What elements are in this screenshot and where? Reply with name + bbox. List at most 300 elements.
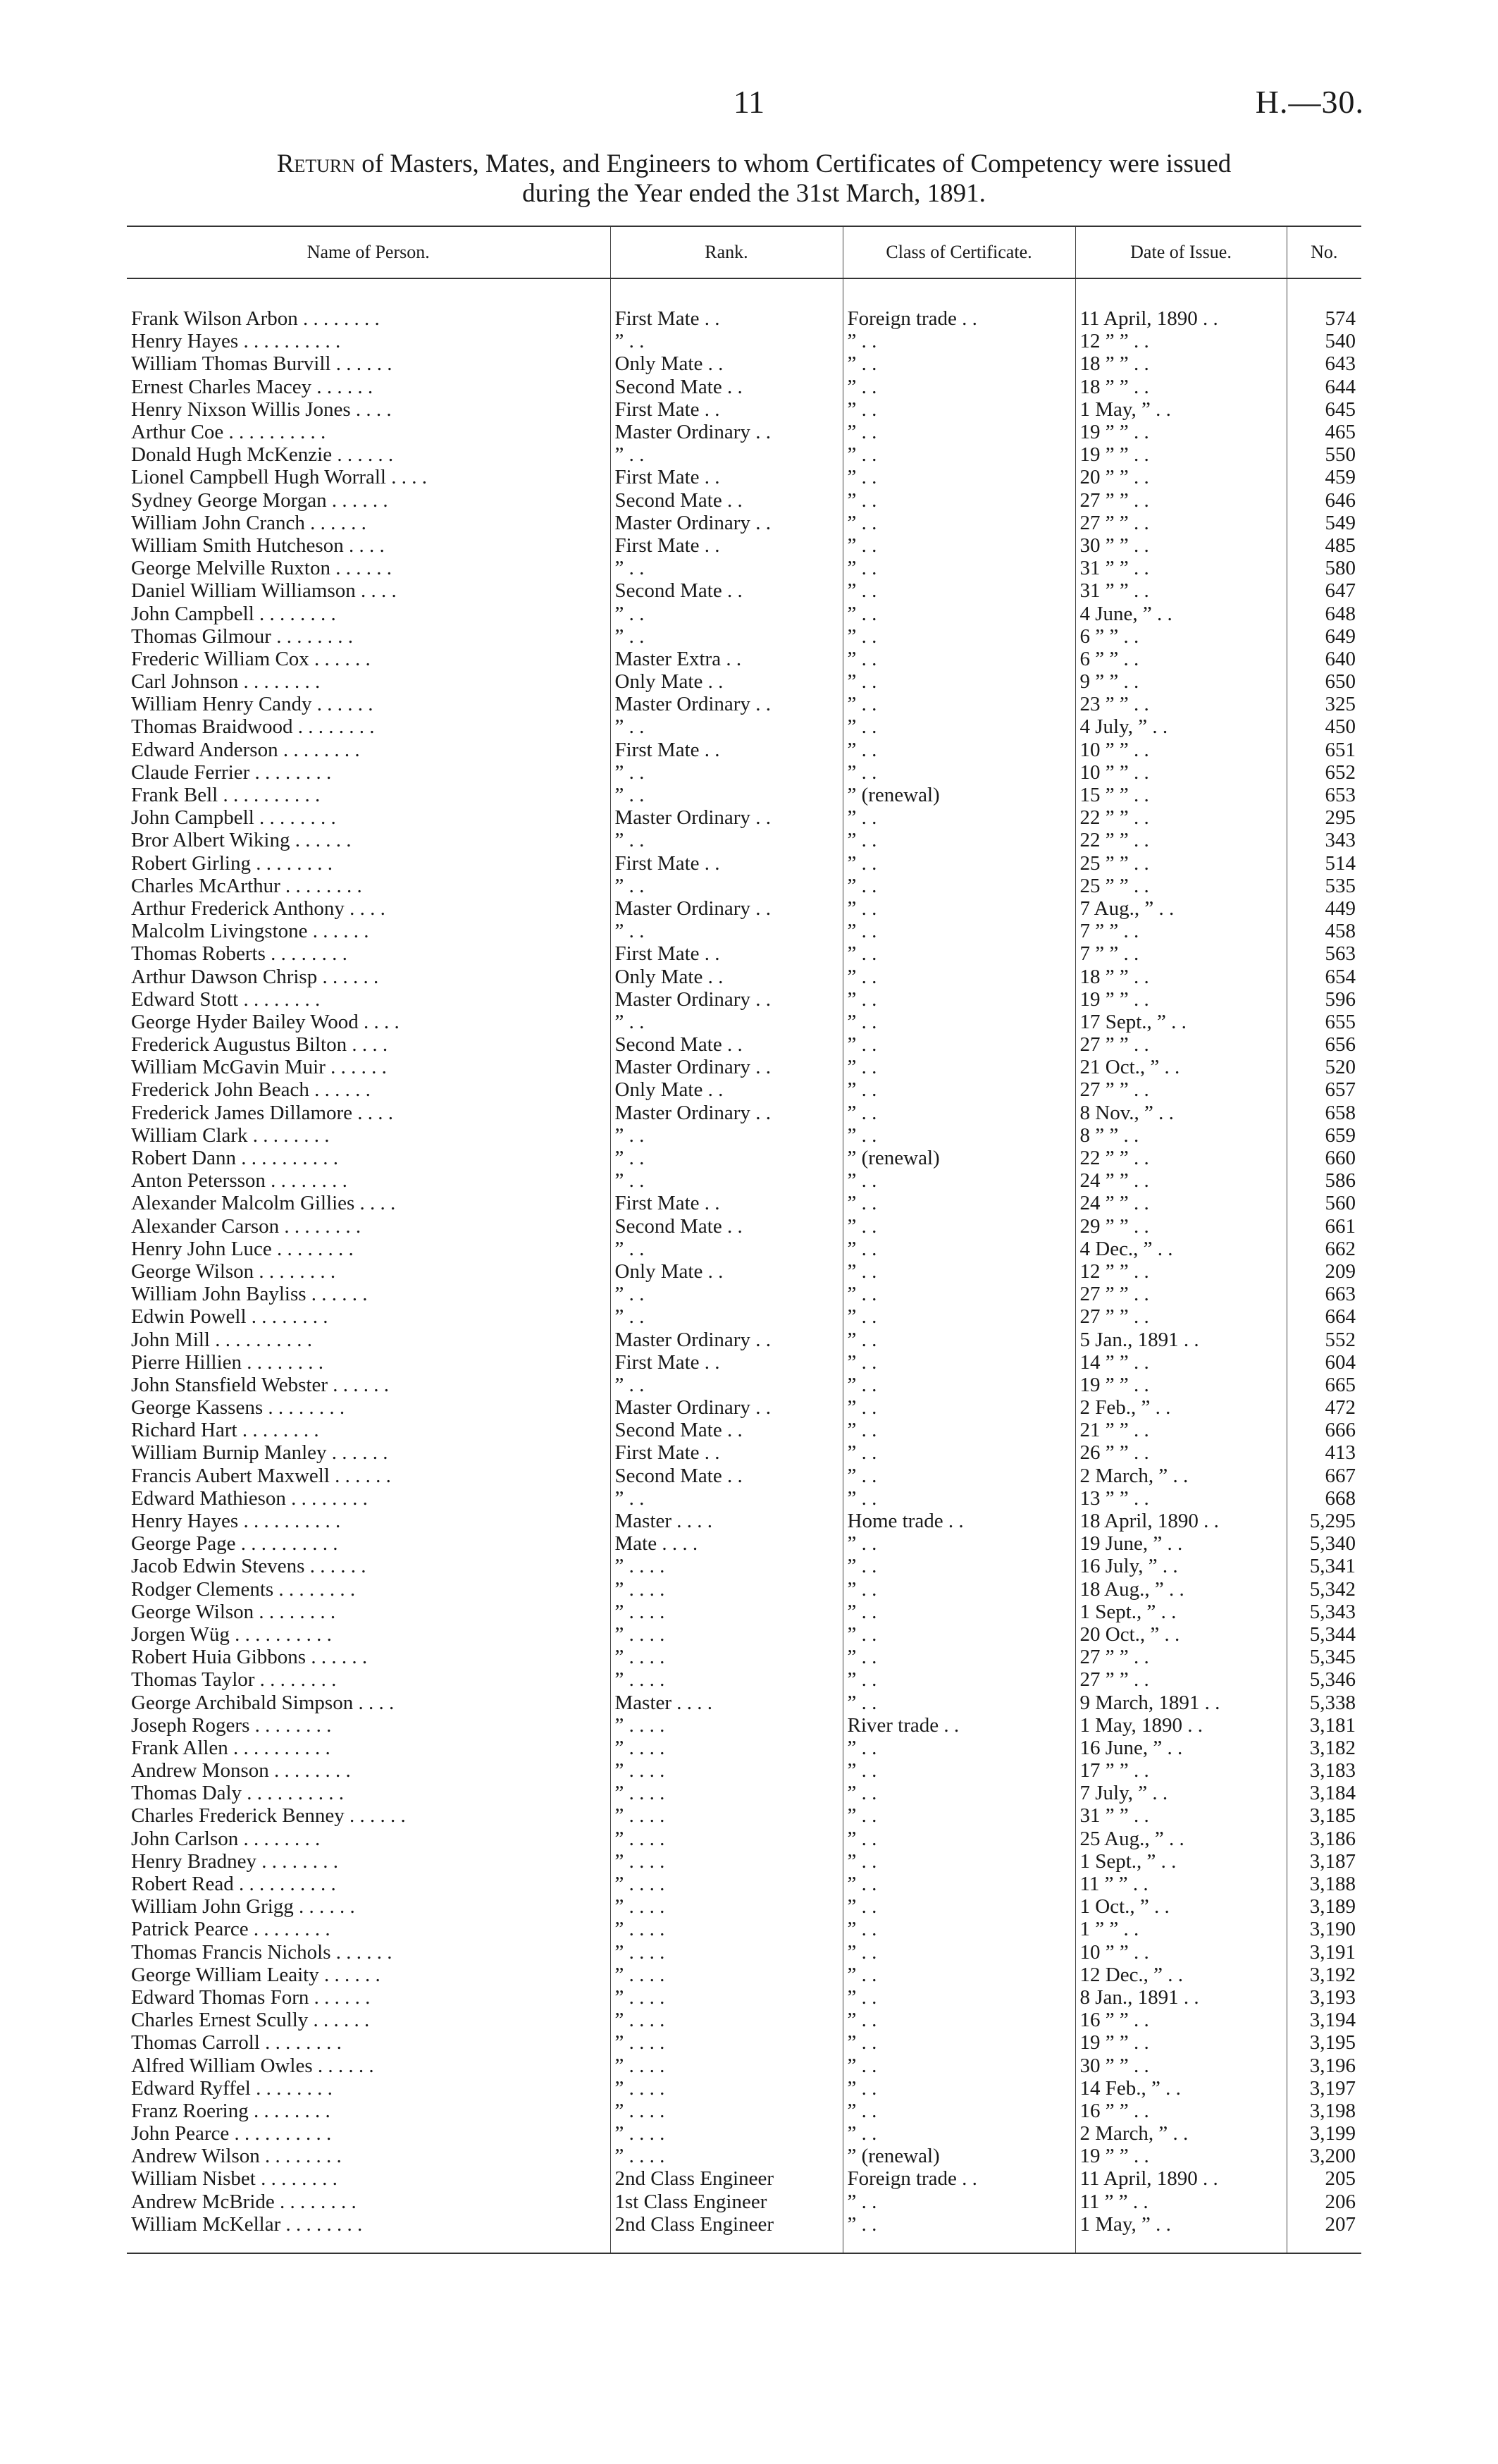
cell-name: Anton Petersson . . . . . . . . <box>131 1169 347 1193</box>
cell-class: ” . . <box>843 2122 1075 2145</box>
cell-rank: ” . . <box>610 920 843 942</box>
cell-class: ” (renewal) <box>843 784 1075 806</box>
cell-name: Frederick James Dillamore . . . . <box>131 1101 394 1124</box>
cell-class: ” . . <box>843 1374 1075 1396</box>
cell-number: 5,341 <box>1287 1555 1361 1577</box>
cell-name: William John Bayliss . . . . . . <box>131 1283 368 1306</box>
cell-rank: ” . . <box>610 784 843 806</box>
table-row <box>127 625 1361 648</box>
page-number: 11 <box>733 84 765 120</box>
cell-number: 646 <box>1287 489 1361 512</box>
table-row <box>127 2100 1361 2122</box>
cell-rank: ” . . . . <box>610 1578 843 1601</box>
table-row <box>127 1646 1361 1668</box>
cell-date: 23 ” ” . . <box>1075 693 1287 715</box>
cell-class: ” . . <box>843 1668 1075 1691</box>
cell-number: 3,190 <box>1287 1918 1361 1940</box>
cell-date: 8 Jan., 1891 . . <box>1075 1986 1287 2009</box>
cell-date: 27 ” ” . . <box>1075 1305 1287 1328</box>
title-line-2: during the Year ended the 31st March, 1891. <box>522 179 986 208</box>
table-row <box>127 1011 1361 1033</box>
cell-class: ” . . <box>843 1601 1075 1623</box>
cell-date: 20 Oct., ” . . <box>1075 1623 1287 1646</box>
cell-number: 596 <box>1287 988 1361 1011</box>
cell-class: ” . . <box>843 670 1075 693</box>
cell-rank: ” . . . . <box>610 2077 843 2100</box>
cell-name: Patrick Pearce . . . . . . . . <box>131 1918 330 1941</box>
cell-date: 26 ” ” . . <box>1075 1441 1287 1464</box>
cell-class: ” . . <box>843 330 1075 352</box>
cell-date: 31 ” ” . . <box>1075 579 1287 602</box>
cell-name: Arthur Frederick Anthony . . . . <box>131 897 385 920</box>
cell-date: 2 Feb., ” . . <box>1075 1396 1287 1419</box>
cell-rank: Second Mate . . <box>610 1215 843 1238</box>
cell-rank: First Mate . . <box>610 739 843 761</box>
cell-number: 540 <box>1287 330 1361 352</box>
cell-date: 27 ” ” . . <box>1075 489 1287 512</box>
cell-rank: First Mate . . <box>610 1192 843 1214</box>
table-row <box>127 988 1361 1011</box>
cell-number: 650 <box>1287 670 1361 693</box>
table-row <box>127 1804 1361 1827</box>
cell-number: 656 <box>1287 1033 1361 1056</box>
table-bottom-rule <box>127 2236 1361 2253</box>
cell-date: 19 ” ” . . <box>1075 988 1287 1011</box>
cell-date: 27 ” ” . . <box>1075 1668 1287 1691</box>
cell-class: ” . . <box>843 942 1075 965</box>
cell-number: 5,346 <box>1287 1668 1361 1691</box>
cell-name: Thomas Taylor . . . . . . . . <box>131 1668 337 1692</box>
cell-date: 12 ” ” . . <box>1075 1260 1287 1283</box>
table-row <box>127 398 1361 421</box>
cell-name: Jorgen Wüg . . . . . . . . . . <box>131 1622 332 1646</box>
cell-rank: ” . . . . <box>610 1941 843 1964</box>
table-row <box>127 1850 1361 1873</box>
header-name: Name of Person. <box>127 226 610 278</box>
cell-class: ” . . <box>843 1532 1075 1555</box>
table-row <box>127 761 1361 784</box>
cell-name: Frederick Augustus Bilton . . . . <box>131 1033 388 1057</box>
cell-rank: ” . . <box>610 1305 843 1328</box>
cell-name: Henry Bradney . . . . . . . . <box>131 1849 338 1873</box>
cell-rank: Master Ordinary . . <box>610 1328 843 1350</box>
cell-number: 3,191 <box>1287 1941 1361 1964</box>
cell-name: Edward Stott . . . . . . . . <box>131 987 321 1011</box>
cell-name: Thomas Roberts . . . . . . . . <box>131 942 347 966</box>
cell-date: 21 Oct., ” . . <box>1075 1056 1287 1078</box>
cell-rank: Master Ordinary . . <box>610 1056 843 1078</box>
table-row <box>127 1147 1361 1169</box>
cell-name: William Henry Candy . . . . . . <box>131 693 373 716</box>
cell-rank: ” . . . . <box>610 2100 843 2122</box>
cell-date: 18 ” ” . . <box>1075 376 1287 398</box>
document-reference: H.—30. <box>1255 84 1364 120</box>
cell-rank: 2nd Class Engineer <box>610 2213 843 2236</box>
cell-rank: ” . . <box>610 715 843 738</box>
cell-number: 550 <box>1287 443 1361 466</box>
table-row <box>127 534 1361 557</box>
cell-date: 20 ” ” . . <box>1075 466 1287 488</box>
cell-rank: Only Mate . . <box>610 965 843 987</box>
table-row <box>127 1964 1361 1986</box>
table-spacer <box>127 278 1361 307</box>
cell-class: ” . . <box>843 2100 1075 2122</box>
cell-number: 3,183 <box>1287 1759 1361 1782</box>
table-row <box>127 670 1361 693</box>
cell-date: 30 ” ” . . <box>1075 2054 1287 2076</box>
cell-number: 549 <box>1287 512 1361 534</box>
cell-name: Charles McArthur . . . . . . . . <box>131 874 362 897</box>
cell-rank: Second Mate . . <box>610 1033 843 1056</box>
cell-number: 3,193 <box>1287 1986 1361 2009</box>
cell-number: 3,196 <box>1287 2054 1361 2076</box>
cell-name: John Mill . . . . . . . . . . <box>131 1328 312 1351</box>
table-row <box>127 1601 1361 1623</box>
cell-rank: ” . . . . <box>610 1918 843 1940</box>
cell-name: Robert Dann . . . . . . . . . . <box>131 1147 338 1170</box>
cell-name: Edward Mathieson . . . . . . . . <box>131 1486 368 1510</box>
cell-name: George Page . . . . . . . . . . <box>131 1532 338 1556</box>
page-title <box>134 149 1374 209</box>
cell-date: 24 ” ” . . <box>1075 1169 1287 1192</box>
cell-date: 22 ” ” . . <box>1075 806 1287 829</box>
cell-class: ” . . <box>843 988 1075 1011</box>
cell-date: 10 ” ” . . <box>1075 1941 1287 1964</box>
table-row <box>127 1782 1361 1804</box>
cell-number: 449 <box>1287 897 1361 920</box>
cell-class: ” . . <box>843 1351 1075 1374</box>
cell-number: 644 <box>1287 376 1361 398</box>
cell-name: John Campbell . . . . . . . . <box>131 602 336 625</box>
cell-class: ” . . <box>843 1646 1075 1668</box>
cell-number: 5,343 <box>1287 1601 1361 1623</box>
cell-rank: First Mate . . <box>610 398 843 421</box>
cell-class: ” . . <box>843 352 1075 375</box>
cell-number: 5,345 <box>1287 1646 1361 1668</box>
cell-name: Thomas Daly . . . . . . . . . . <box>131 1782 345 1805</box>
cell-name: George William Leaity . . . . . . <box>131 1963 380 1986</box>
table-row <box>127 1328 1361 1350</box>
cell-number: 535 <box>1287 875 1361 897</box>
cell-number: 654 <box>1287 965 1361 987</box>
table-row <box>127 1124 1361 1147</box>
cell-date: 8 ” ” . . <box>1075 1124 1287 1147</box>
cell-number: 664 <box>1287 1305 1361 1328</box>
table-row <box>127 443 1361 466</box>
cell-rank: Master Ordinary . . <box>610 806 843 829</box>
cell-number: 450 <box>1287 715 1361 738</box>
cell-name: Alexander Carson . . . . . . . . <box>131 1214 361 1238</box>
cell-number: 665 <box>1287 1374 1361 1396</box>
cell-date: 1 ” ” . . <box>1075 1918 1287 1940</box>
cell-number: 667 <box>1287 1465 1361 1487</box>
cell-class: ” . . <box>843 2009 1075 2031</box>
cell-number: 653 <box>1287 784 1361 806</box>
cell-class: ” . . <box>843 1465 1075 1487</box>
cell-class: ” . . <box>843 1555 1075 1577</box>
cell-number: 645 <box>1287 398 1361 421</box>
cell-number: 3,187 <box>1287 1850 1361 1873</box>
cell-rank: ” . . <box>610 1374 843 1396</box>
table-row <box>127 1419 1361 1441</box>
cell-name: Andrew Monson . . . . . . . . <box>131 1759 351 1782</box>
cell-name: Henry Nixson Willis Jones . . . . <box>131 398 392 421</box>
cell-date: 27 ” ” . . <box>1075 1283 1287 1305</box>
cell-name: Edward Thomas Forn . . . . . . <box>131 1985 371 2009</box>
cell-number: 660 <box>1287 1147 1361 1169</box>
cell-class: ” . . <box>843 1487 1075 1510</box>
cell-number: 3,198 <box>1287 2100 1361 2122</box>
cell-number: 206 <box>1287 2191 1361 2213</box>
cell-name: George Hyder Bailey Wood . . . . <box>131 1010 400 1033</box>
cell-rank: ” . . . . <box>610 1873 843 1895</box>
cell-class: ” . . <box>843 534 1075 557</box>
cell-rank: ” . . <box>610 1124 843 1147</box>
cell-class: ” (renewal) <box>843 1147 1075 1169</box>
table-row <box>127 1828 1361 1850</box>
cell-date: 6 ” ” . . <box>1075 625 1287 648</box>
cell-rank: ” . . . . <box>610 2009 843 2031</box>
cell-class: ” . . <box>843 1918 1075 1940</box>
cell-number: 552 <box>1287 1328 1361 1350</box>
cell-date: 29 ” ” . . <box>1075 1215 1287 1238</box>
cell-number: 640 <box>1287 648 1361 670</box>
cell-name: Robert Huia Gibbons . . . . . . <box>131 1646 368 1669</box>
cell-date: 14 ” ” . . <box>1075 1351 1287 1374</box>
cell-date: 19 ” ” . . <box>1075 443 1287 466</box>
cell-number: 5,342 <box>1287 1578 1361 1601</box>
cell-class: ” . . <box>843 1396 1075 1419</box>
cell-date: 7 ” ” . . <box>1075 920 1287 942</box>
table-row <box>127 739 1361 761</box>
cell-rank: ” . . <box>610 875 843 897</box>
cell-number: 459 <box>1287 466 1361 488</box>
cell-name: Andrew McBride . . . . . . . . <box>131 2190 357 2213</box>
cell-name: Thomas Gilmour . . . . . . . . <box>131 624 353 648</box>
cell-name: Ernest Charles Macey . . . . . . <box>131 375 373 398</box>
table-row <box>127 557 1361 579</box>
cell-number: 3,189 <box>1287 1895 1361 1918</box>
cell-date: 7 ” ” . . <box>1075 942 1287 965</box>
cell-rank: ” . . . . <box>610 1895 843 1918</box>
table-row <box>127 875 1361 897</box>
table-row <box>127 1714 1361 1737</box>
cell-number: 520 <box>1287 1056 1361 1078</box>
cell-number: 574 <box>1287 307 1361 330</box>
table-row <box>127 920 1361 942</box>
cell-date: 4 Dec., ” . . <box>1075 1238 1287 1260</box>
cell-rank: Master Ordinary . . <box>610 421 843 443</box>
cell-number: 668 <box>1287 1487 1361 1510</box>
cell-name: Henry Hayes . . . . . . . . . . <box>131 330 341 353</box>
cell-number: 3,181 <box>1287 1714 1361 1737</box>
cell-class: ” . . <box>843 1873 1075 1895</box>
cell-date: 2 March, ” . . <box>1075 1465 1287 1487</box>
cell-number: 563 <box>1287 942 1361 965</box>
cell-number: 207 <box>1287 2213 1361 2236</box>
cell-rank: First Mate . . <box>610 1351 843 1374</box>
cell-number: 663 <box>1287 1283 1361 1305</box>
cell-name: George Wilson . . . . . . . . <box>131 1600 336 1623</box>
cell-number: 649 <box>1287 625 1361 648</box>
cell-number: 209 <box>1287 1260 1361 1283</box>
cell-rank: Master . . . . <box>610 1691 843 1713</box>
cell-number: 580 <box>1287 557 1361 579</box>
cell-number: 485 <box>1287 534 1361 557</box>
cell-number: 3,186 <box>1287 1828 1361 1850</box>
cell-class: ” . . <box>843 2031 1075 2054</box>
cell-name: William John Grigg . . . . . . <box>131 1895 355 1918</box>
cell-class: ” . . <box>843 2213 1075 2236</box>
cell-date: 2 March, ” . . <box>1075 2122 1287 2145</box>
cell-rank: Master Ordinary . . <box>610 693 843 715</box>
cell-date: 27 ” ” . . <box>1075 1078 1287 1101</box>
cell-number: 586 <box>1287 1169 1361 1192</box>
cell-number: 3,199 <box>1287 2122 1361 2145</box>
cell-rank: ” . . <box>610 557 843 579</box>
cell-class: ” . . <box>843 2054 1075 2076</box>
cell-date: 14 Feb., ” . . <box>1075 2077 1287 2100</box>
table-row <box>127 1283 1361 1305</box>
cell-class: ” . . <box>843 398 1075 421</box>
cell-number: 652 <box>1287 761 1361 784</box>
table-row <box>127 2213 1361 2236</box>
cell-date: 10 ” ” . . <box>1075 739 1287 761</box>
table-row <box>127 1623 1361 1646</box>
cell-number: 3,197 <box>1287 2077 1361 2100</box>
table-row <box>127 693 1361 715</box>
cell-rank: ” . . . . <box>610 1623 843 1646</box>
cell-rank: First Mate . . <box>610 942 843 965</box>
cell-date: 11 ” ” . . <box>1075 2191 1287 2213</box>
cell-date: 19 ” ” . . <box>1075 421 1287 443</box>
cell-class: ” . . <box>843 1804 1075 1827</box>
cell-class: ” . . <box>843 376 1075 398</box>
cell-name: William McKellar . . . . . . . . <box>131 2212 363 2236</box>
cell-class: River trade . . <box>843 1714 1075 1737</box>
cell-rank: Master Ordinary . . <box>610 512 843 534</box>
cell-number: 5,338 <box>1287 1691 1361 1713</box>
cell-number: 3,195 <box>1287 2031 1361 2054</box>
cell-name: Malcolm Livingstone . . . . . . <box>131 920 369 943</box>
cell-number: 662 <box>1287 1238 1361 1260</box>
cell-date: 18 ” ” . . <box>1075 965 1287 987</box>
cell-name: Frederick John Beach . . . . . . <box>131 1078 371 1102</box>
cell-class: ” (renewal) <box>843 2145 1075 2167</box>
cell-name: Thomas Braidwood . . . . . . . . <box>131 715 375 739</box>
header-class: Class of Certificate. <box>843 226 1075 278</box>
cell-date: 1 Sept., ” . . <box>1075 1850 1287 1873</box>
table-row <box>127 1532 1361 1555</box>
cell-date: 16 July, ” . . <box>1075 1555 1287 1577</box>
table-row <box>127 1102 1361 1124</box>
cell-date: 31 ” ” . . <box>1075 557 1287 579</box>
table-row <box>127 1033 1361 1056</box>
table-row <box>127 1078 1361 1101</box>
table-row <box>127 897 1361 920</box>
table-row <box>127 2167 1361 2190</box>
cell-name: William McGavin Muir . . . . . . <box>131 1056 387 1079</box>
table-row <box>127 942 1361 965</box>
cell-date: 11 April, 1890 . . <box>1075 2167 1287 2190</box>
cell-rank: ” . . <box>610 443 843 466</box>
header-rank: Rank. <box>610 226 843 278</box>
table-row <box>127 2145 1361 2167</box>
title-line-1: of Masters, Mates, and Engineers to whom Certificates of Competency were issued <box>355 149 1232 178</box>
table-row <box>127 307 1361 330</box>
cell-rank: First Mate . . <box>610 852 843 875</box>
cell-number: 659 <box>1287 1124 1361 1147</box>
header-date: Date of Issue. <box>1075 226 1287 278</box>
cell-rank: ” . . . . <box>610 1828 843 1850</box>
table-row <box>127 784 1361 806</box>
cell-date: 27 ” ” . . <box>1075 1646 1287 1668</box>
cell-date: 22 ” ” . . <box>1075 829 1287 851</box>
cell-date: 25 ” ” . . <box>1075 875 1287 897</box>
cell-class: Foreign trade . . <box>843 307 1075 330</box>
cell-rank: Master Ordinary . . <box>610 988 843 1011</box>
cell-name: Frank Bell . . . . . . . . . . <box>131 784 321 807</box>
cell-date: 17 Sept., ” . . <box>1075 1011 1287 1033</box>
cell-rank: Master Ordinary . . <box>610 897 843 920</box>
cell-class: ” . . <box>843 1124 1075 1147</box>
table-row <box>127 466 1361 488</box>
cell-name: Pierre Hillien . . . . . . . . <box>131 1350 324 1374</box>
cell-date: 7 July, ” . . <box>1075 1782 1287 1804</box>
table-row <box>127 1668 1361 1691</box>
cell-class: ” . . <box>843 1850 1075 1873</box>
cell-number: 3,200 <box>1287 2145 1361 2167</box>
table-row <box>127 1374 1361 1396</box>
cell-date: 12 ” ” . . <box>1075 330 1287 352</box>
cell-rank: Mate . . . . <box>610 1532 843 1555</box>
table-row <box>127 806 1361 829</box>
cell-rank: ” . . <box>610 1011 843 1033</box>
cell-rank: Only Mate . . <box>610 1260 843 1283</box>
cell-rank: Second Mate . . <box>610 1465 843 1487</box>
cell-date: 18 April, 1890 . . <box>1075 1510 1287 1532</box>
cell-name: Robert Read . . . . . . . . . . <box>131 1873 336 1896</box>
cell-name: Francis Aubert Maxwell . . . . . . <box>131 1464 391 1487</box>
cell-date: 17 ” ” . . <box>1075 1759 1287 1782</box>
cell-class: ” . . <box>843 1964 1075 1986</box>
cell-rank: Only Mate . . <box>610 352 843 375</box>
cell-name: Franz Roering . . . . . . . . <box>131 2099 330 2122</box>
cell-date: 11 ” ” . . <box>1075 1873 1287 1895</box>
cell-rank: Only Mate . . <box>610 1078 843 1101</box>
cell-date: 18 Aug., ” . . <box>1075 1578 1287 1601</box>
table-row <box>127 2031 1361 2054</box>
table-row <box>127 2191 1361 2213</box>
cell-class: ” . . <box>843 1169 1075 1192</box>
cell-name: Charles Ernest Scully . . . . . . <box>131 2009 370 2032</box>
cell-rank: ” . . . . <box>610 2031 843 2054</box>
cell-rank: ” . . . . <box>610 1964 843 1986</box>
table-row <box>127 602 1361 624</box>
table-row <box>127 1192 1361 1214</box>
table-row <box>127 330 1361 352</box>
cell-class: ” . . <box>843 579 1075 602</box>
cell-date: 25 ” ” . . <box>1075 852 1287 875</box>
cell-number: 666 <box>1287 1419 1361 1441</box>
table-row <box>127 421 1361 443</box>
cell-rank: Only Mate . . <box>610 670 843 693</box>
cell-name: William John Cranch . . . . . . <box>131 511 366 534</box>
table-row <box>127 1873 1361 1895</box>
table-row <box>127 2054 1361 2076</box>
cell-class: ” . . <box>843 625 1075 648</box>
cell-class: ” . . <box>843 1283 1075 1305</box>
